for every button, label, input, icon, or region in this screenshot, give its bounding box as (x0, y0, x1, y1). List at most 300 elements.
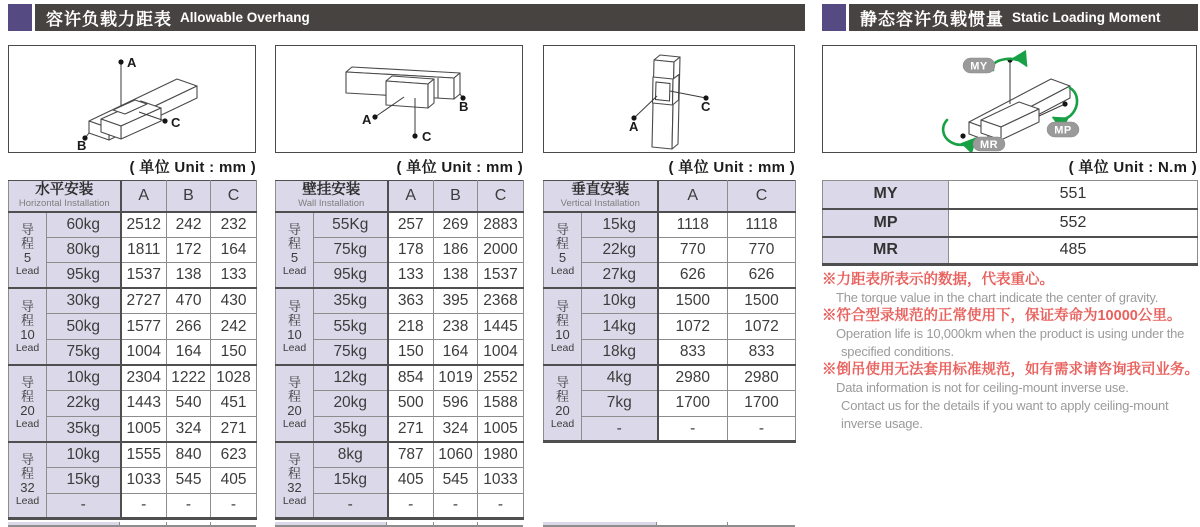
table-row (276, 442, 524, 468)
load-cell: 95kg (47, 263, 121, 289)
value-cell: 138 (167, 263, 211, 289)
lead-char: 20 (287, 403, 302, 419)
value-cell: 1555 (121, 442, 167, 468)
value-cell: 164 (167, 339, 211, 365)
note-zh: ※倒吊使用无法套用标准规范，如有需求请咨询我司业务。 (822, 362, 1199, 378)
table-row (9, 365, 257, 391)
lead-char: 导 (20, 298, 34, 314)
table-head (9, 181, 257, 212)
lead-group-cell (544, 212, 582, 289)
value-cell: 770 (728, 237, 796, 263)
note-en: Contact us for the details if you want to apply ceiling-mount (841, 398, 1169, 413)
moment-row (823, 237, 1198, 265)
lead-char: 导 (555, 375, 569, 391)
value-cell: 2304 (121, 365, 167, 391)
value-cell: 1443 (121, 391, 167, 417)
value-cell: 854 (388, 365, 434, 391)
moment-value-my: 551 (949, 181, 1198, 209)
table-row (9, 212, 257, 238)
lead-en: Lead (282, 418, 307, 431)
moment-table (822, 180, 1198, 266)
lead-char: 导 (20, 451, 34, 467)
value-cell: 242 (167, 212, 211, 238)
header-bar (35, 4, 805, 31)
column-header-b: B (434, 181, 478, 212)
value-cell: 150 (211, 339, 257, 365)
dimension-label-a: A (362, 112, 372, 127)
carriage-shape (653, 75, 680, 106)
lead-char: 程 (287, 312, 301, 328)
load-cell: 35kg (314, 416, 388, 442)
table-row (544, 339, 796, 365)
moment-table-host (822, 180, 1197, 266)
table-row (544, 365, 796, 391)
section-title-zh: 静态容许负载惯量 (860, 10, 1004, 29)
value-cell: 1700 (658, 391, 728, 417)
table-row (276, 288, 524, 314)
value-cell: 1060 (434, 442, 478, 468)
value-cell: 133 (211, 263, 257, 289)
table-row (276, 365, 524, 391)
lead-char: 导 (555, 221, 569, 237)
lead-char: 5 (23, 249, 32, 265)
lead-en: Lead (15, 341, 40, 354)
note-en: specified conditions. (841, 344, 954, 359)
lead-char: 导 (20, 221, 34, 237)
lead-group-cell (544, 288, 582, 365)
load-cell: 75kg (47, 339, 121, 365)
column-header-a: A (121, 181, 167, 212)
value-cell: 232 (211, 212, 257, 238)
lead-en: Lead (550, 264, 575, 277)
wall-install-diagram (275, 45, 523, 153)
load-cell: 75kg (314, 339, 388, 365)
table-row (276, 237, 524, 263)
value-cell: 1500 (728, 288, 796, 314)
lead-en: Lead (15, 418, 40, 431)
table-title-zh: 壁挂安装 (302, 182, 361, 199)
dimension-label-b: B (77, 138, 87, 152)
table-row (544, 391, 796, 417)
table-row (9, 314, 257, 340)
table-row (544, 212, 796, 238)
value-cell: 324 (167, 416, 211, 442)
lead-char: 程 (555, 389, 569, 405)
lead-group-cell (9, 288, 47, 365)
table-row (9, 493, 257, 519)
value-cell: - (478, 493, 524, 519)
column-header-b: B (167, 181, 211, 212)
value-cell: 405 (388, 467, 434, 493)
value-cell: 787 (388, 442, 434, 468)
note-en: inverse usage. (841, 416, 923, 431)
actuator-isometric-drawing (9, 46, 255, 152)
lead-group-cell (276, 212, 314, 289)
lead-char: 导 (287, 221, 301, 237)
header-row (9, 181, 257, 212)
lead-char: 10 (287, 326, 302, 342)
load-cell: 4kg (582, 365, 658, 391)
table-title-en: Wall Installation (298, 198, 365, 210)
table-row (9, 416, 257, 442)
value-cell: 242 (211, 314, 257, 340)
value-cell: 545 (434, 467, 478, 493)
header-accent-square (8, 4, 32, 31)
value-cell: 1118 (658, 212, 728, 238)
lead-group-cell (9, 365, 47, 442)
dimension-label-c: C (701, 99, 711, 114)
table-row (276, 493, 524, 519)
cropped-next-table (275, 522, 523, 527)
horizontal-install-diagram (8, 45, 256, 153)
table-row (9, 237, 257, 263)
value-cell: 1019 (434, 365, 478, 391)
load-cell: 10kg (582, 288, 658, 314)
value-cell: - (434, 493, 478, 519)
load-cell: 75kg (314, 237, 388, 263)
table-title (544, 181, 658, 212)
cropped-next-table (543, 522, 795, 527)
value-cell: 470 (167, 288, 211, 314)
load-cell: 14kg (582, 314, 658, 340)
table-title-en: Horizontal Installation (18, 198, 110, 210)
section-header-static-loading-moment (822, 4, 1198, 31)
actuator-side-drawing (276, 46, 522, 152)
load-cell: 15kg (582, 212, 658, 238)
table-row (544, 237, 796, 263)
table-row (276, 212, 524, 238)
section-title-en: Static Loading Moment (1012, 10, 1161, 25)
value-cell: 500 (388, 391, 434, 417)
table-row (9, 339, 257, 365)
lead-char: 10 (20, 326, 35, 342)
lead-en: Lead (282, 264, 307, 277)
value-cell: 1005 (121, 416, 167, 442)
table-row (276, 339, 524, 365)
lead-char: 程 (287, 389, 301, 405)
table-row (544, 416, 796, 442)
lead-en: Lead (282, 494, 307, 507)
value-cell: 623 (211, 442, 257, 468)
table-row (276, 391, 524, 417)
value-cell: 405 (211, 467, 257, 493)
lead-char: 10 (555, 326, 570, 342)
mp-label: MP (1054, 124, 1072, 137)
unit-caption-mm: ( 单位 Unit : mm ) (396, 159, 523, 176)
table-title (276, 181, 388, 212)
value-cell: 178 (388, 237, 434, 263)
value-cell: 2883 (478, 212, 524, 238)
value-cell: 138 (434, 263, 478, 289)
lead-char: 程 (287, 465, 301, 481)
mr-label: MR (979, 139, 999, 151)
lead-char: 程 (287, 235, 301, 251)
dimension-label-a: A (629, 119, 639, 134)
lead-char: 导 (287, 375, 301, 391)
moment-diagram (822, 45, 1197, 153)
lead-group-cell (276, 288, 314, 365)
carriage-shape (386, 76, 434, 108)
moment-label-my: MY (823, 181, 949, 209)
footnotes (822, 271, 1200, 433)
note-en: Operation life is 10,000km when the product is using under the (836, 326, 1185, 341)
header-row (544, 181, 796, 212)
value-cell: 271 (388, 416, 434, 442)
note-zh: ※符合型录规范的正常使用下，保证寿命为10000公里。 (822, 308, 1182, 324)
value-cell: - (388, 493, 434, 519)
value-cell: 451 (211, 391, 257, 417)
lead-char: 程 (20, 389, 34, 405)
wall-install-table-host (275, 180, 523, 520)
value-cell: 1118 (728, 212, 796, 238)
value-cell: 540 (167, 391, 211, 417)
table-row (544, 314, 796, 340)
value-cell: 1537 (121, 263, 167, 289)
load-cell: 35kg (47, 416, 121, 442)
table-row (9, 263, 257, 289)
table-row (9, 391, 257, 417)
load-cell: 80kg (47, 237, 121, 263)
value-cell: 1500 (658, 288, 728, 314)
lead-en: Lead (282, 341, 307, 354)
value-cell: 172 (167, 237, 211, 263)
value-cell: 833 (658, 339, 728, 365)
lead-char: 程 (20, 465, 34, 481)
value-cell: 2552 (478, 365, 524, 391)
table-row (544, 288, 796, 314)
value-cell: 257 (388, 212, 434, 238)
value-cell: 545 (167, 467, 211, 493)
section-header-allowable-overhang (8, 4, 805, 31)
value-cell: 1700 (728, 391, 796, 417)
dimension-label-c: C (422, 129, 432, 144)
value-cell: 266 (167, 314, 211, 340)
section-title-en: Allowable Overhang (180, 10, 310, 25)
lead-char: 程 (20, 312, 34, 328)
moment-isometric-drawing (823, 46, 1196, 152)
column-header-c: C (211, 181, 257, 212)
lead-group-cell (276, 442, 314, 519)
value-cell: - (167, 493, 211, 519)
value-cell: 271 (211, 416, 257, 442)
load-table-horizontal (8, 180, 257, 520)
load-cell: 30kg (47, 288, 121, 314)
table-row (276, 467, 524, 493)
table-row (9, 442, 257, 468)
load-cell: 15kg (47, 467, 121, 493)
carriage-shape (101, 100, 161, 139)
lead-group-cell (544, 365, 582, 442)
note-en: Data information is not for ceiling-mount inverse use. (836, 380, 1129, 395)
value-cell: 395 (434, 288, 478, 314)
value-cell: 1028 (211, 365, 257, 391)
value-cell: 164 (434, 339, 478, 365)
load-cell: 10kg (47, 442, 121, 468)
value-cell: 626 (658, 263, 728, 289)
table-head (276, 181, 524, 212)
lead-char: 导 (287, 451, 301, 467)
load-cell: 35kg (314, 288, 388, 314)
load-cell: - (582, 416, 658, 442)
column-header-a: A (388, 181, 434, 212)
value-cell: - (658, 416, 728, 442)
dimension-label-c: C (171, 115, 181, 130)
load-cell: 95kg (314, 263, 388, 289)
value-cell: 150 (388, 339, 434, 365)
lead-en: Lead (15, 494, 40, 507)
header-row (276, 181, 524, 212)
lead-char: 导 (20, 375, 34, 391)
table-row (276, 263, 524, 289)
value-cell: 133 (388, 263, 434, 289)
value-cell: 1072 (728, 314, 796, 340)
lead-char: 导 (287, 298, 301, 314)
value-cell: - (211, 493, 257, 519)
value-cell: 269 (434, 212, 478, 238)
table-row (276, 416, 524, 442)
table-body (9, 212, 257, 519)
dimension-label-b: B (459, 99, 469, 114)
lead-char: 5 (290, 249, 299, 265)
table-title-zh: 垂直安装 (571, 182, 630, 199)
value-cell: 833 (728, 339, 796, 365)
table-title-en: Vertical Installation (560, 198, 640, 210)
value-cell: 1033 (121, 467, 167, 493)
table-title (9, 181, 121, 212)
value-cell: 186 (434, 237, 478, 263)
note-zh: ※力距表所表示的数据，代表重心。 (822, 272, 1054, 288)
cropped-next-table (8, 522, 256, 527)
lead-char: 程 (555, 235, 569, 251)
load-cell: 12kg (314, 365, 388, 391)
load-cell: 55kg (314, 314, 388, 340)
value-cell: 2980 (658, 365, 728, 391)
horizontal-install-table-host (8, 180, 256, 520)
vertical-install-table-host (543, 180, 795, 443)
moment-label-mr: MR (823, 237, 949, 265)
table-row (544, 263, 796, 289)
moment-value-mr: 485 (949, 237, 1198, 265)
lead-char: 32 (20, 479, 35, 495)
table-row (9, 467, 257, 493)
value-cell: 1222 (167, 365, 211, 391)
moment-label-mp: MP (823, 209, 949, 237)
load-cell: - (47, 493, 121, 519)
value-cell: 1980 (478, 442, 524, 468)
value-cell: 1072 (658, 314, 728, 340)
header-accent-square (822, 4, 846, 31)
unit-caption-mm: ( 单位 Unit : mm ) (129, 159, 256, 176)
load-cell: 55Kg (314, 212, 388, 238)
my-label: MY (970, 60, 988, 73)
load-cell: 18kg (582, 339, 658, 365)
value-cell: 324 (434, 416, 478, 442)
lead-char: 20 (20, 403, 35, 419)
value-cell: 164 (211, 237, 257, 263)
moment-body (823, 181, 1198, 265)
value-cell: - (121, 493, 167, 519)
value-cell: 2368 (478, 288, 524, 314)
value-cell: 2512 (121, 212, 167, 238)
value-cell: 2000 (478, 237, 524, 263)
lead-en: Lead (550, 418, 575, 431)
load-table-wall (275, 180, 524, 520)
value-cell: 840 (167, 442, 211, 468)
table-head (544, 181, 796, 212)
table-row (9, 288, 257, 314)
value-cell: 1537 (478, 263, 524, 289)
table-body (276, 212, 524, 519)
column-header-c: C (728, 181, 796, 212)
value-cell: 1004 (478, 339, 524, 365)
load-cell: 10kg (47, 365, 121, 391)
value-cell: 2980 (728, 365, 796, 391)
value-cell: 363 (388, 288, 434, 314)
load-table-vertical (543, 180, 796, 443)
value-cell: 596 (434, 391, 478, 417)
lead-en: Lead (550, 341, 575, 354)
load-cell: 27kg (582, 263, 658, 289)
column-header-c: C (478, 181, 524, 212)
value-cell: 1811 (121, 237, 167, 263)
table-title-zh: 水平安装 (35, 182, 94, 199)
lead-group-cell (9, 442, 47, 519)
load-cell: 22kg (47, 391, 121, 417)
load-cell: 60kg (47, 212, 121, 238)
note-en: The torque value in the chart indicate the center of gravity. (836, 290, 1159, 305)
value-cell: 1005 (478, 416, 524, 442)
load-cell: 7kg (582, 391, 658, 417)
lead-group-cell (276, 365, 314, 442)
unit-caption-nm: ( 单位 Unit : N.m ) (1068, 159, 1197, 176)
moment-value-mp: 552 (949, 209, 1198, 237)
table-body (544, 212, 796, 442)
value-cell: 1033 (478, 467, 524, 493)
dimension-label-a: A (127, 55, 137, 70)
moment-row (823, 209, 1198, 237)
lead-char: 32 (287, 479, 302, 495)
lead-char: 20 (555, 403, 570, 419)
section-title-zh: 容许负载力距表 (46, 10, 172, 29)
value-cell: 1004 (121, 339, 167, 365)
value-cell: 218 (388, 314, 434, 340)
value-cell: 238 (434, 314, 478, 340)
value-cell: - (728, 416, 796, 442)
table-row (276, 314, 524, 340)
load-cell: 8kg (314, 442, 388, 468)
value-cell: 1588 (478, 391, 524, 417)
value-cell: 770 (658, 237, 728, 263)
lead-en: Lead (15, 264, 40, 277)
value-cell: 1445 (478, 314, 524, 340)
value-cell: 1577 (121, 314, 167, 340)
lead-group-cell (9, 212, 47, 289)
load-cell: 15kg (314, 467, 388, 493)
lead-char: 5 (558, 249, 567, 265)
lead-char: 程 (555, 312, 569, 328)
lead-char: 导 (555, 298, 569, 314)
carriage-shape (981, 102, 1039, 140)
actuator-vertical-drawing (544, 46, 794, 152)
unit-caption-mm: ( 单位 Unit : mm ) (668, 159, 795, 176)
value-cell: 430 (211, 288, 257, 314)
load-cell: 50kg (47, 314, 121, 340)
lead-char: 程 (20, 235, 34, 251)
column-header-a: A (658, 181, 728, 212)
load-cell: 22kg (582, 237, 658, 263)
vertical-install-diagram (543, 45, 795, 153)
header-bar (849, 4, 1198, 31)
